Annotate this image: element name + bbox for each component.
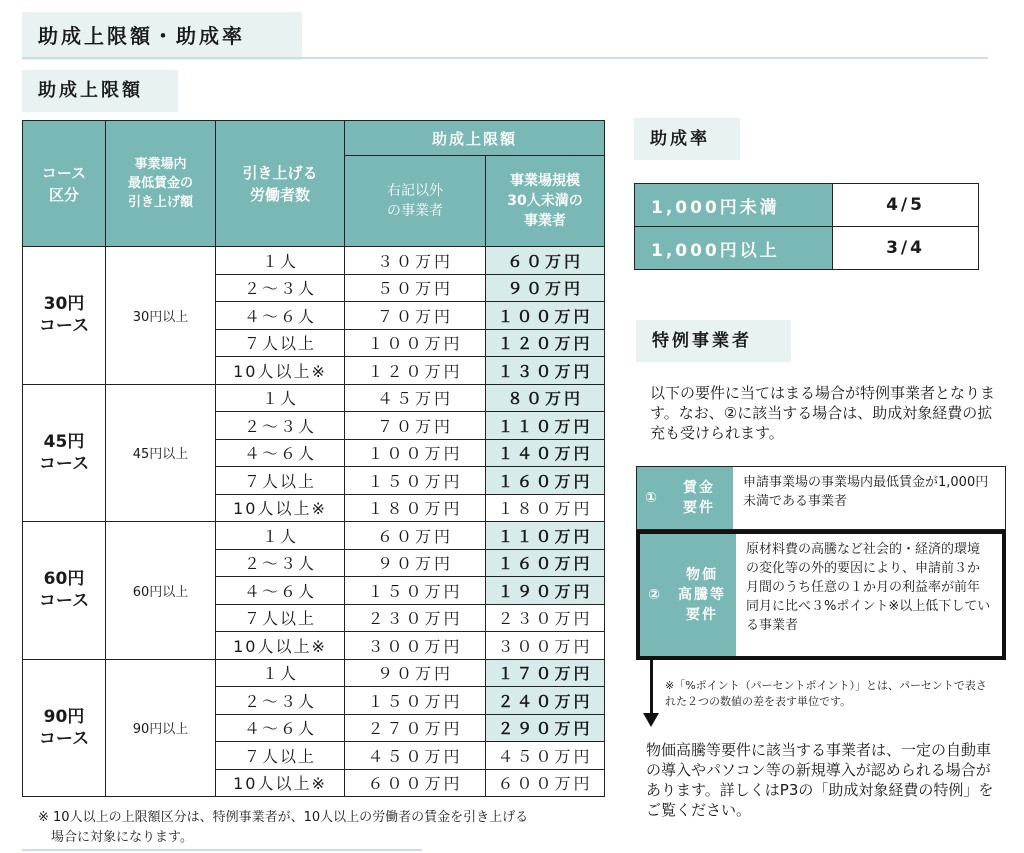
upper-limit-title: 助成上限額: [22, 70, 178, 112]
percent-point-note: ※「%ポイント（パーセントポイント）」とは、パーセントで表された２つの数値の差を表す単位です。: [665, 679, 987, 708]
limit-other: ９０万円: [345, 549, 486, 577]
limit-other: ５０万円: [345, 274, 486, 302]
arrow-down-icon: [643, 713, 659, 727]
main-title: 助成上限額・助成率: [22, 12, 302, 60]
worker-count: 10人以上※: [216, 632, 345, 660]
worker-count: ７人以上: [216, 604, 345, 632]
header-workers: 引き上げる 労働者数: [216, 121, 345, 247]
header-raise: 事業場内 最低賃金の 引き上げ額: [106, 121, 216, 247]
limit-other: ７０万円: [345, 412, 486, 440]
worker-count: １人: [216, 384, 345, 412]
course-label: 60円 コース: [23, 522, 106, 660]
course-label: 30円 コース: [23, 247, 106, 385]
price-requirement-info: 物価高騰等要件に該当する事業者は、一定の自動車の導入やパソコン等の新規導入が認められる場合があります。詳しくはP3の「助成対象経費の特例」をご覧ください。: [646, 741, 994, 819]
worker-count: ２～３人: [216, 687, 345, 715]
table-row: [23, 659, 605, 687]
worker-count: ７人以上: [216, 329, 345, 357]
worker-count: ７人以上: [216, 742, 345, 770]
requirement-label: 物価 高騰等 要件: [678, 567, 726, 623]
limit-other: ２７０万円: [345, 714, 486, 742]
limit-other: ３０万円: [345, 247, 486, 275]
limit-small: ４５０万円: [486, 742, 605, 770]
limit-other: ６０万円: [345, 522, 486, 550]
requirement-label: 賃金 要件: [683, 480, 715, 516]
header-limit: 助成上限額: [345, 121, 605, 156]
raise-amount: 45円以上: [106, 384, 216, 522]
raise-amount: 30円以上: [106, 247, 216, 385]
worker-count: １人: [216, 247, 345, 275]
rate-value: 3/4: [833, 227, 979, 270]
limit-other: ９０万円: [345, 659, 486, 687]
worker-count: 10人以上※: [216, 494, 345, 522]
raise-amount: 90円以上: [106, 659, 216, 797]
upper-limit-table: [22, 120, 605, 797]
limit-other: １５０万円: [345, 467, 486, 495]
limit-other: １００万円: [345, 329, 486, 357]
requirement-tag: [637, 467, 733, 529]
limit-other: ６００万円: [345, 769, 486, 797]
special-intro: 以下の要件に当てはまる場合が特例事業者となります。なお、②に該当する場合は、助成対象経費の拡充も受けられます。: [650, 384, 996, 442]
limit-small: １４０万円: [486, 439, 605, 467]
limit-small: ３００万円: [486, 632, 605, 660]
limit-other: ３００万円: [345, 632, 486, 660]
limit-other: １５０万円: [345, 687, 486, 715]
worker-count: ４～６人: [216, 439, 345, 467]
requirement-number: ①: [645, 490, 657, 506]
arrow-line: [650, 660, 653, 715]
header-course: コース 区分: [23, 121, 106, 247]
limit-other: １００万円: [345, 439, 486, 467]
limit-small: ２４０万円: [486, 687, 605, 715]
course-label: 45円 コース: [23, 384, 106, 522]
limit-small: １１０万円: [486, 412, 605, 440]
limit-small: ９０万円: [486, 274, 605, 302]
footer-divider: [22, 849, 422, 851]
table-row: [23, 522, 605, 550]
worker-count: 10人以上※: [216, 769, 345, 797]
worker-count: 10人以上※: [216, 357, 345, 385]
table-row: [23, 384, 605, 412]
limit-small: １６０万円: [486, 549, 605, 577]
requirement-price: [636, 530, 1006, 660]
limit-small: ６０万円: [486, 247, 605, 275]
rate-row: [635, 184, 979, 227]
table-row: [23, 247, 605, 275]
requirement-number: ②: [648, 587, 660, 603]
limit-other: ７０万円: [345, 302, 486, 330]
requirement-tag: [640, 534, 736, 656]
requirement-desc: 申請事業場の事業場内最低賃金が1,000円未満である事業者: [743, 475, 989, 509]
table-footnote: ※ 10人以上の上限額区分は、特例事業者が、10人以上の労働者の賃金を引き上げる 場合に対象になります。: [38, 810, 529, 845]
rate-title: 助成率: [634, 118, 740, 160]
rate-label: 1,000円未満: [635, 184, 833, 227]
limit-other: １８０万円: [345, 494, 486, 522]
raise-amount: 60円以上: [106, 522, 216, 660]
limit-small: １７０万円: [486, 659, 605, 687]
limit-small: １８０万円: [486, 494, 605, 522]
limit-other: １５０万円: [345, 577, 486, 605]
limit-small: １３０万円: [486, 357, 605, 385]
requirement-desc: 原材料費の高騰など社会的・経済的環境の変化等の外的要因により、申請前３か月間のうち任意の１か月の利益率が前年同月に比べ３%ポイント※以上低下している事業者: [746, 542, 991, 633]
limit-small: １００万円: [486, 302, 605, 330]
limit-small: ２９０万円: [486, 714, 605, 742]
worker-count: ２～３人: [216, 549, 345, 577]
worker-count: ４～６人: [216, 577, 345, 605]
limit-small: １２０万円: [486, 329, 605, 357]
course-label: 90円 コース: [23, 659, 106, 797]
limit-small: １１０万円: [486, 522, 605, 550]
worker-count: ２～３人: [216, 274, 345, 302]
limit-other: ４５０万円: [345, 742, 486, 770]
rate-table: [634, 183, 979, 270]
limit-other: ２３０万円: [345, 604, 486, 632]
limit-other: １２０万円: [345, 357, 486, 385]
header-small: 事業場規模 30人未満の 事業者: [486, 156, 605, 247]
special-title: 特例事業者: [636, 320, 791, 362]
limit-other: ４５万円: [345, 384, 486, 412]
rate-value: 4/5: [833, 184, 979, 227]
limit-small: ８０万円: [486, 384, 605, 412]
requirement-wage: [636, 466, 1006, 530]
worker-count: １人: [216, 522, 345, 550]
worker-count: ７人以上: [216, 467, 345, 495]
limit-small: ６００万円: [486, 769, 605, 797]
worker-count: ４～６人: [216, 302, 345, 330]
header-other: 右記以外 の事業者: [345, 156, 486, 247]
worker-count: ４～６人: [216, 714, 345, 742]
limit-small: １９０万円: [486, 577, 605, 605]
worker-count: １人: [216, 659, 345, 687]
rate-row: [635, 227, 979, 270]
limit-small: ２３０万円: [486, 604, 605, 632]
title-divider: [22, 57, 988, 59]
worker-count: ２～３人: [216, 412, 345, 440]
limit-small: １６０万円: [486, 467, 605, 495]
rate-label: 1,000円以上: [635, 227, 833, 270]
